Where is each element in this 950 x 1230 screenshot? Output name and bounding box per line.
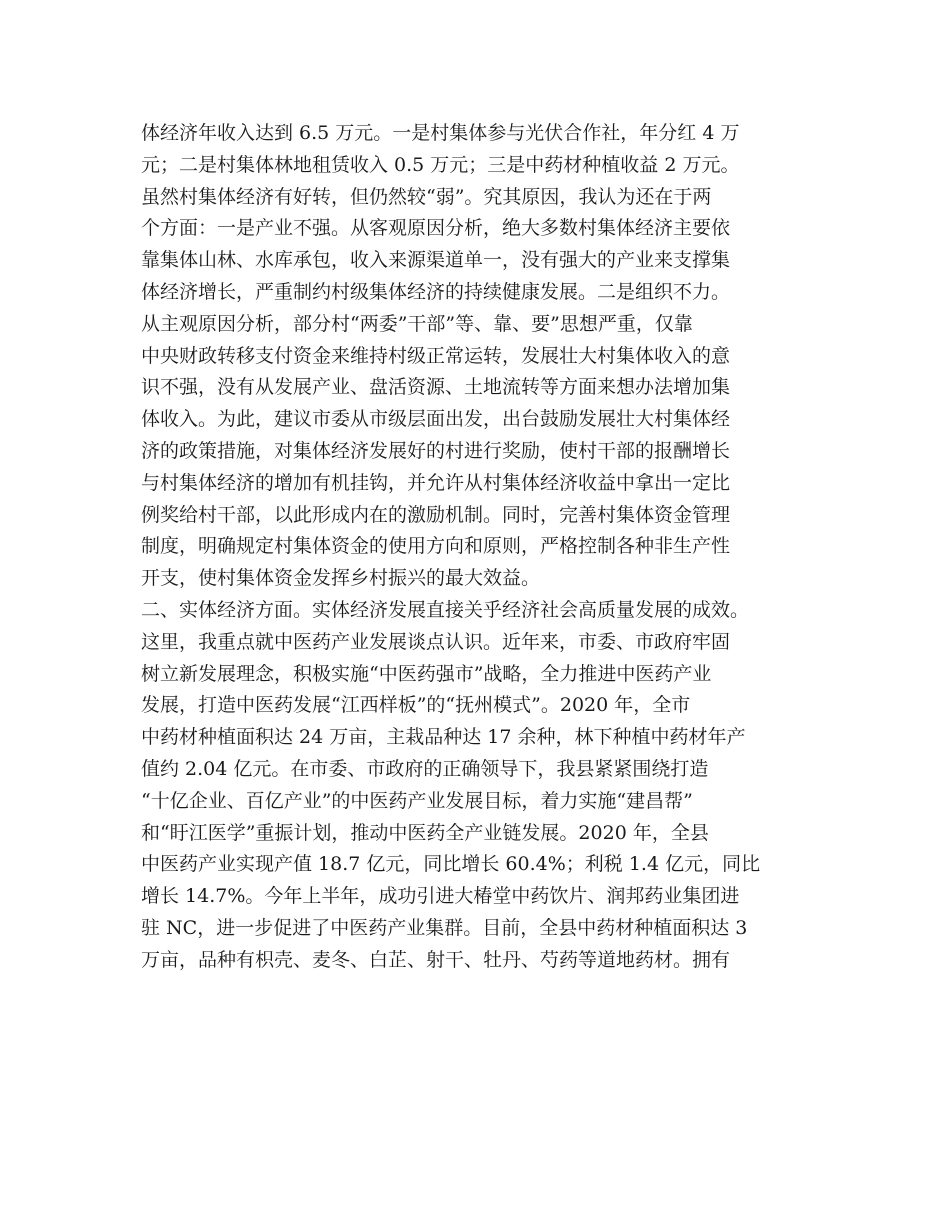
text-line: 与村集体经济的增加有机挂钩，并允许从村集体经济收益中拿出一定比 [141,471,731,494]
section-heading-line: 二、实体经济方面。实体经济发展直接关乎经济社会高质量发展的成效。 [141,598,750,621]
text-line: 体收入。为此，建议市委从市级层面出发，出台鼓励发展壮大村集体经 [141,408,731,431]
text-line: 发展，打造中医药发展“江西样板”的“抚州模式”。2020 年，全市 [141,694,691,717]
text-line: 值约 2.04 亿元。在市委、市政府的正确领导下，我县紧紧围绕打造 [141,757,709,780]
text-line: 例奖给村干部，以此形成内在的激励机制。同时，完善村集体资金管理 [141,503,731,526]
text-line: 体经济增长，严重制约村级集体经济的持续健康发展。二是组织不力。 [141,280,731,303]
text-line: 从主观原因分析，部分村“两委”干部”等、靠、要”思想严重，仅靠 [141,312,693,335]
text-line: 开支，使村集体资金发挥乡村振兴的最大效益。 [141,567,541,590]
text-line: 个方面：一是产业不强。从客观原因分析，绝大多数村集体经济主要依 [141,217,731,240]
text-line: 这里，我重点就中医药产业发展谈点认识。近年来，市委、市政府牢固 [141,630,731,653]
text-line: 和“盱江医学”重振计划，推动中医药全产业链发展。2020 年，全县 [141,821,709,844]
text-line: 中央财政转移支付资金来维持村级正常运转，发展壮大村集体收入的意 [141,344,731,367]
text-line: 靠集体山林、水库承包，收入来源渠道单一，没有强大的产业来支撑集 [141,249,731,272]
text-line: 驻 NC，进一步促进了中医药产业集群。目前，全县中药材种植面积达 3 [141,916,748,939]
text-line: 万亩，品种有枳壳、麦冬、白芷、射干、牡丹、芍药等道地药材。拥有 [141,948,731,971]
text-line: “十亿企业、百亿产业”的中医药产业发展目标，着力实施“建昌帮” [141,789,693,812]
text-line: 虽然村集体经济有好转，但仍然较“弱”。究其原因，我认为还在于两 [141,185,712,208]
text-line: 中药材种植面积达 24 万亩，主栽品种达 17 余种，林下种植中药材年产 [141,726,746,749]
text-line: 识不强，没有从发展产业、盘活资源、土地流转等方面来想办法增加集 [141,376,731,399]
text-line: 中医药产业实现产值 18.7 亿元，同比增长 60.4%；利税 1.4 亿元，同比 [141,853,761,876]
text-line: 元；二是村集体林地租赁收入 0.5 万元；三是中药材种植收益 2 万元。 [141,153,740,176]
body-text [141,118,841,977]
text-line: 体经济年收入达到 6.5 万元。一是村集体参与光伏合作社，年分红 4 万 [141,122,740,144]
text-line: 制度，明确规定村集体资金的使用方向和原则，严格控制各种非生产性 [141,535,731,558]
text-line: 增长 14.7%。今年上半年，成功引进大椿堂中药饮片、润邦药业集团进 [141,885,740,908]
text-line: 济的政策措施，对集体经济发展好的村进行奖励，使村干部的报酬增长 [141,439,731,462]
text-line: 树立新发展理念，积极实施“中医药强市”战略，全力推进中医药产业 [141,662,712,685]
